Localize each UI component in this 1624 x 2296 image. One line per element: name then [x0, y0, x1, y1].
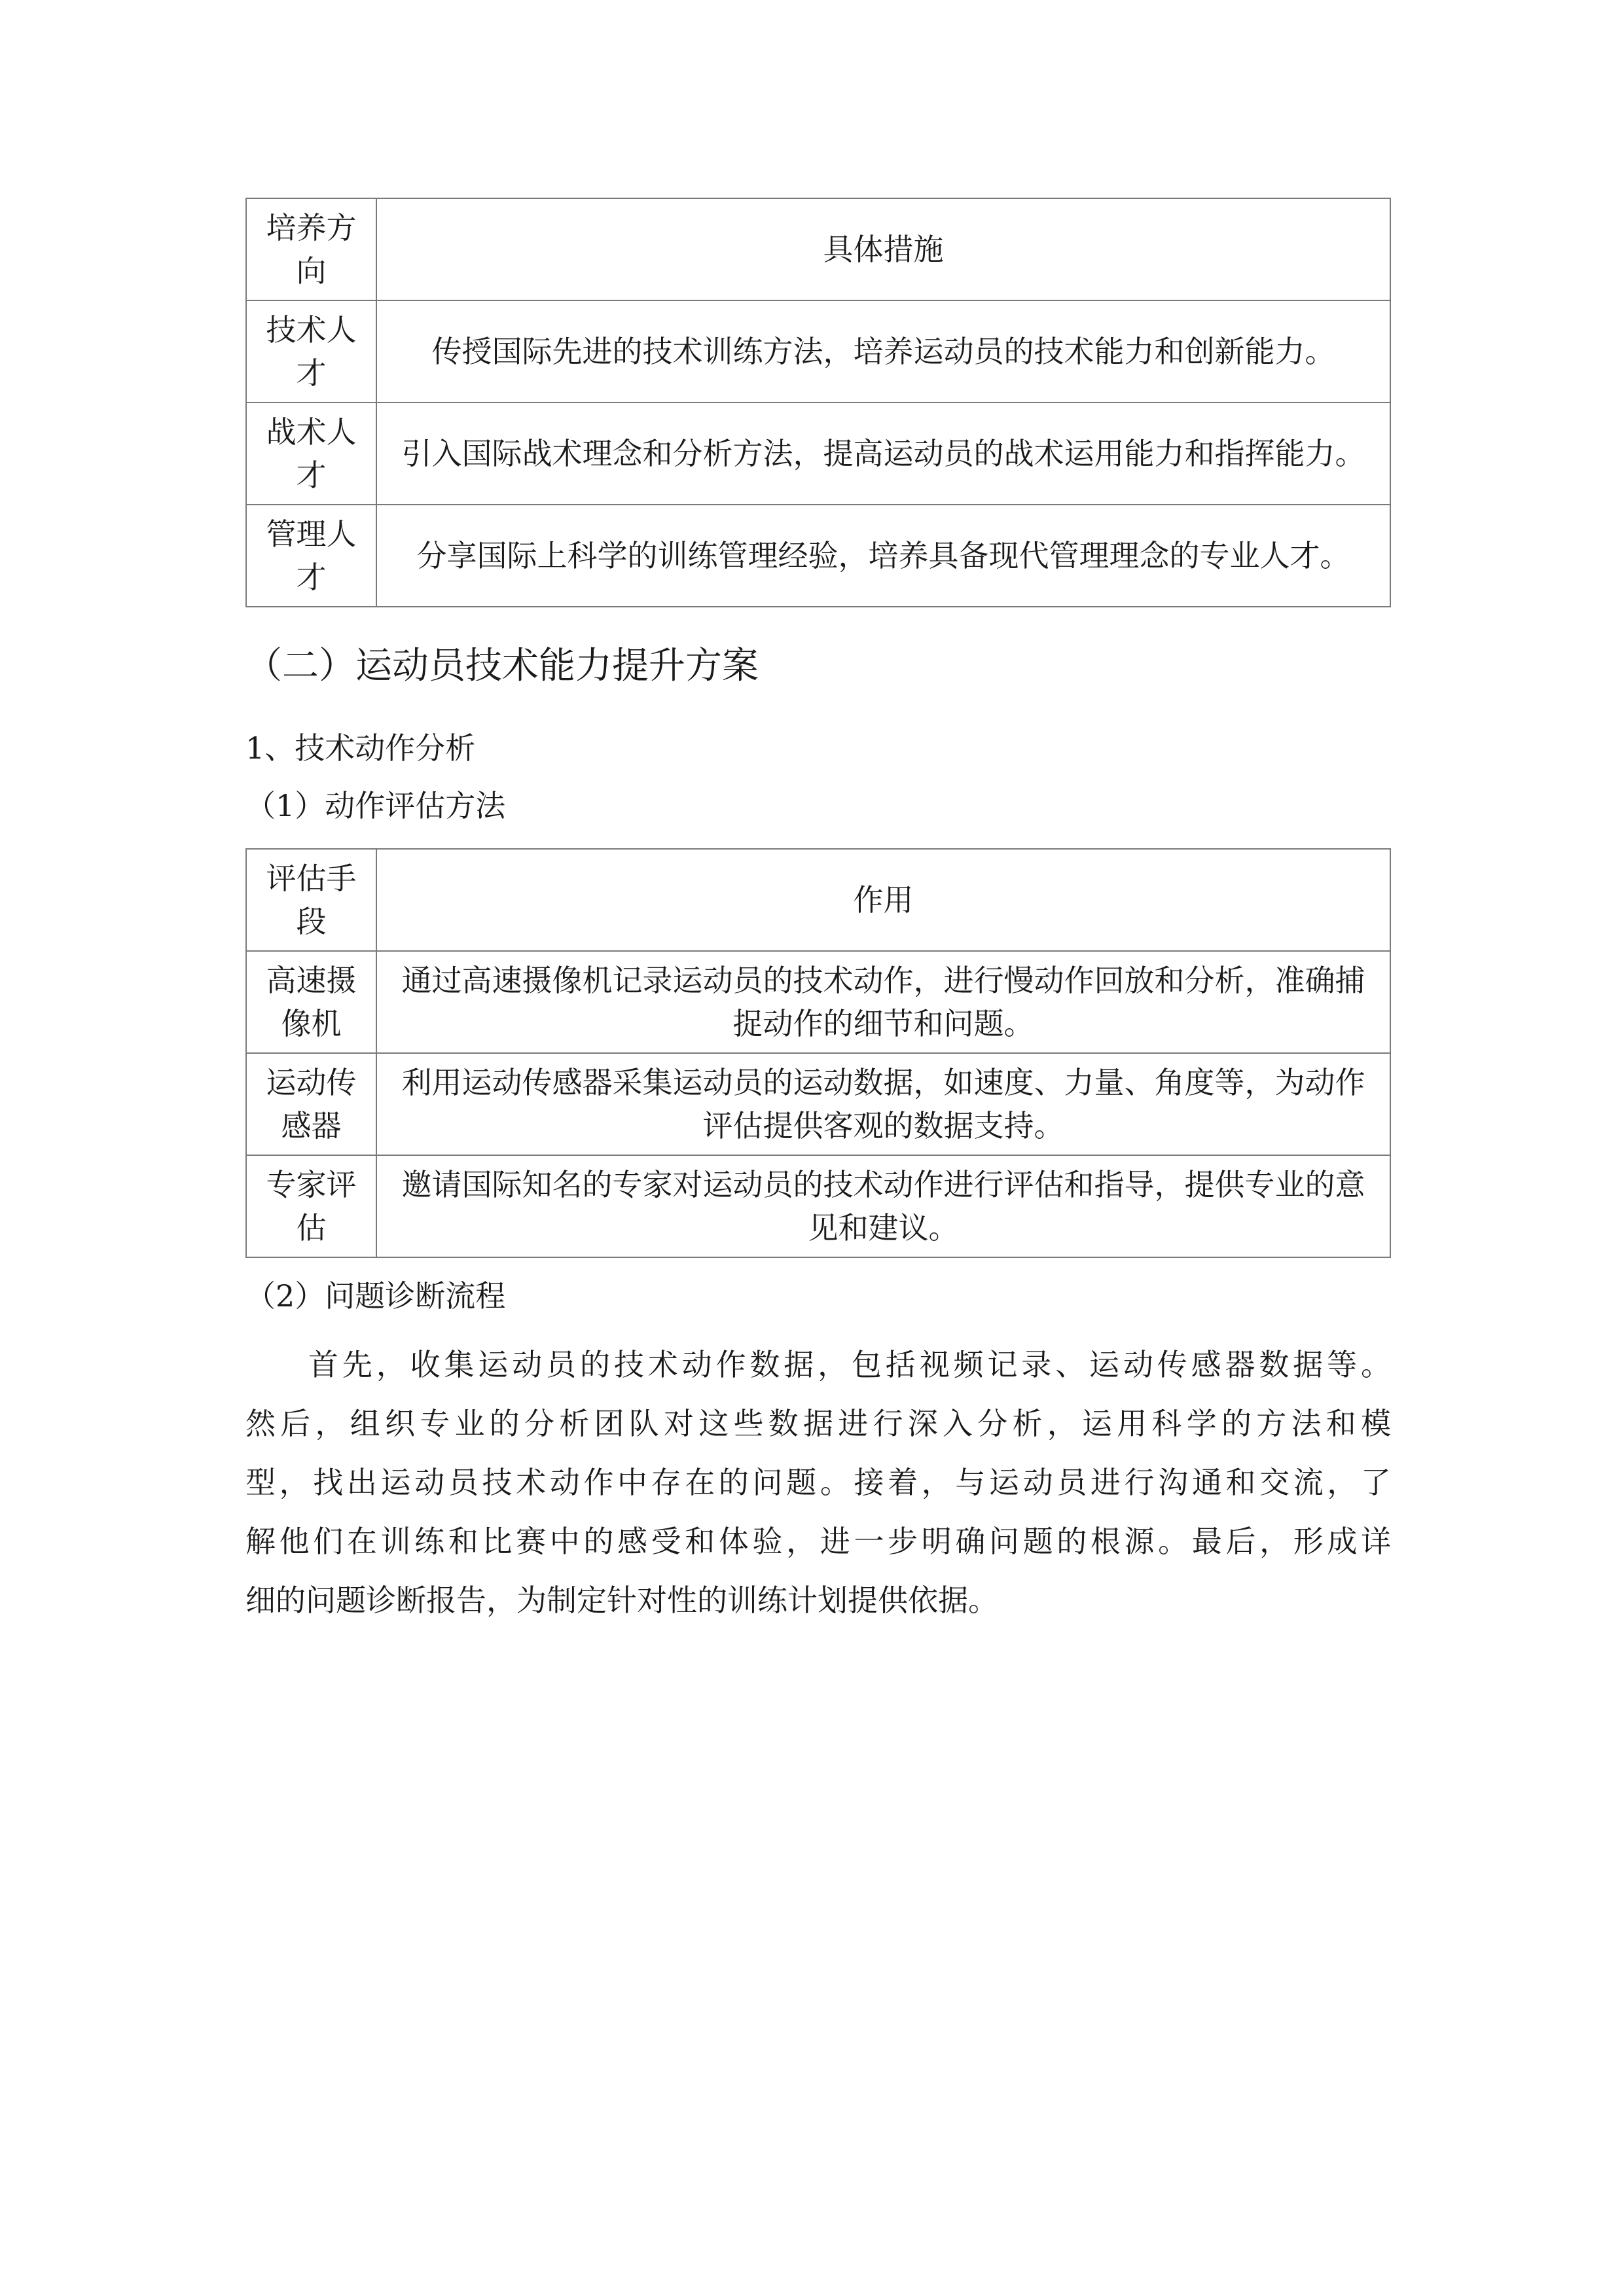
- subheading: 1、技术动作分析: [245, 730, 476, 766]
- table-cell: 通过高速摄像机记录运动员的技术动作，进行慢动作回放和分析，准确捕捉动作的细节和问题。: [376, 951, 1390, 1053]
- table-row: [246, 1053, 1390, 1155]
- training-direction-table: [245, 198, 1391, 607]
- section-heading: （二）运动员技术能力提升方案: [245, 645, 759, 687]
- table-cell: 管理人才: [246, 505, 376, 607]
- body-paragraph: [245, 1335, 1391, 1630]
- table-cell: 分享国际上科学的训练管理经验，培养具备现代管理理念的专业人才。: [376, 505, 1390, 607]
- table-cell: 战术人才: [246, 403, 376, 505]
- table-cell: 利用运动传感器采集运动员的运动数据，如速度、力量、角度等，为动作评估提供客观的数据支持。: [376, 1053, 1390, 1155]
- paragraph-line: 然后，组织专业的分析团队对这些数据进行深入分析，运用科学的方法和模: [245, 1406, 1391, 1441]
- table-row: [246, 300, 1390, 403]
- paragraph-line: 解他们在训练和比赛中的感受和体验，进一步明确问题的根源。最后，形成详: [245, 1524, 1391, 1559]
- table-header-cell: 具体措施: [376, 198, 1390, 300]
- table-row: [246, 505, 1390, 607]
- table-row: [246, 1155, 1390, 1257]
- table-header-cell: 作用: [376, 849, 1390, 951]
- paragraph-line: 型，找出运动员技术动作中存在的问题。接着，与运动员进行沟通和交流，了: [245, 1465, 1391, 1500]
- table-row: [246, 951, 1390, 1053]
- subheading: （2）问题诊断流程: [245, 1278, 506, 1314]
- table-cell: 高速摄像机: [246, 951, 376, 1053]
- paragraph-line: 细的问题诊断报告，为制定针对性的训练计划提供依据。: [245, 1583, 998, 1618]
- table-row: [246, 403, 1390, 505]
- table-header-row: [246, 849, 1390, 951]
- evaluation-method-table: [245, 848, 1391, 1258]
- table-cell: 运动传感器: [246, 1053, 376, 1155]
- table-cell: 邀请国际知名的专家对运动员的技术动作进行评估和指导，提供专业的意见和建议。: [376, 1155, 1390, 1257]
- table-header-cell: 培养方向: [246, 198, 376, 300]
- table-cell: 传授国际先进的技术训练方法，培养运动员的技术能力和创新能力。: [376, 300, 1390, 403]
- paragraph-line: 首先，收集运动员的技术动作数据，包括视频记录、运动传感器数据等。: [308, 1347, 1391, 1382]
- table-header-cell: 评估手段: [246, 849, 376, 951]
- table-header-row: [246, 198, 1390, 300]
- table-cell: 技术人才: [246, 300, 376, 403]
- table-cell: 专家评估: [246, 1155, 376, 1257]
- table-cell: 引入国际战术理念和分析方法，提高运动员的战术运用能力和指挥能力。: [376, 403, 1390, 505]
- subheading: （1）动作评估方法: [245, 788, 506, 823]
